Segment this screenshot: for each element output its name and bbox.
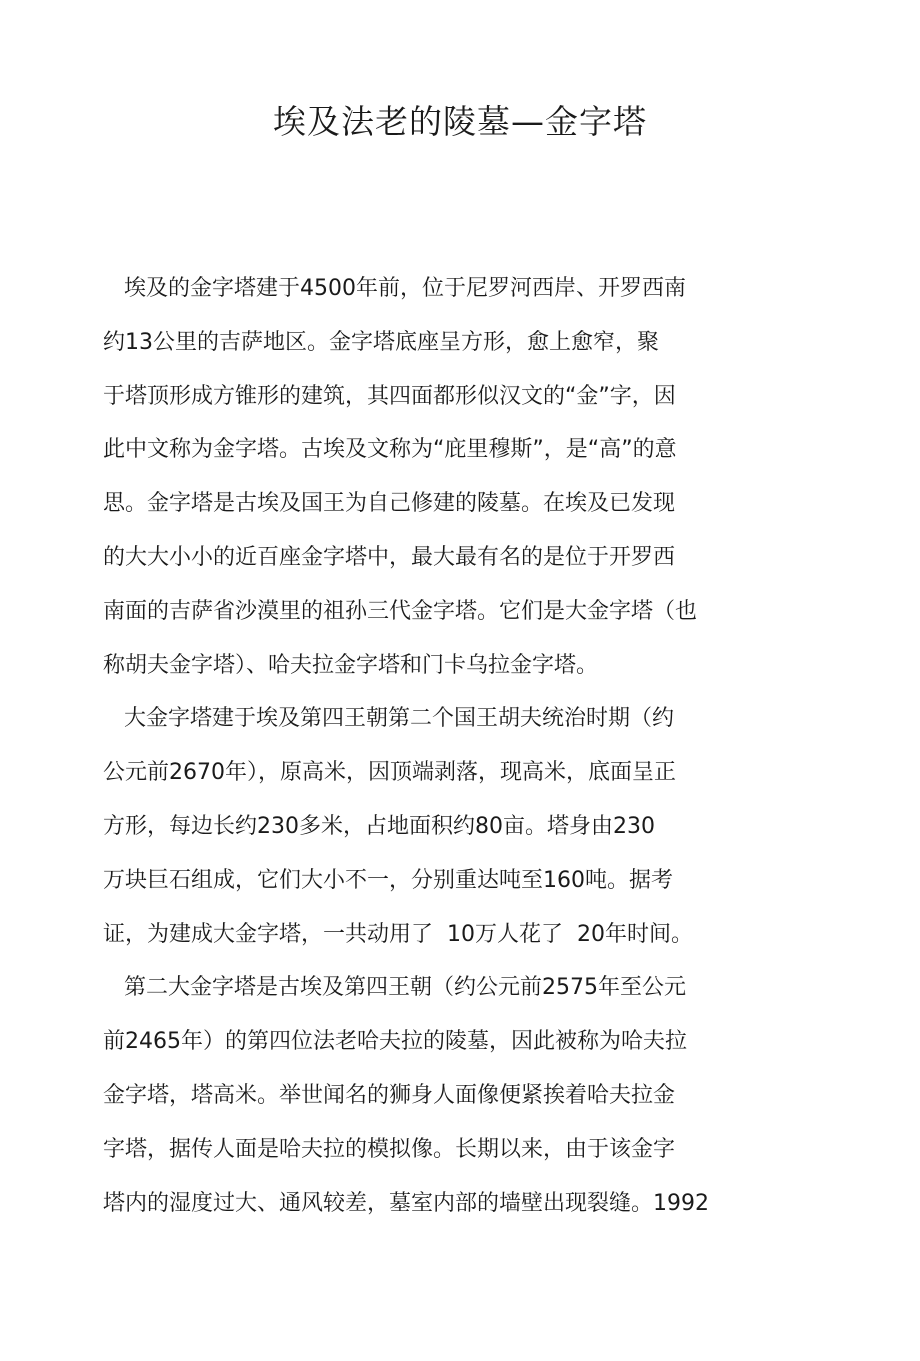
text-line: 第二大金字塔是古埃及第四王朝（约公元前2575年至公元 bbox=[103, 975, 686, 1001]
text-line: 思。金字塔是古埃及国王为自己修建的陵墓。在埃及已发现 bbox=[103, 491, 676, 517]
text-line: 公元前2670年），原高米，因顶端剥落，现高米，底面呈正 bbox=[103, 760, 676, 786]
text-line: 万块巨石组成，它们大小不一，分别重达吨至160吨。据考 bbox=[103, 867, 673, 893]
document-title: 埃及法老的陵墓—金字塔 bbox=[273, 102, 647, 141]
text-line: 称胡夫金字塔）、哈夫拉金字塔和门卡乌拉金字塔。 bbox=[103, 652, 599, 678]
text-line: 字塔，据传人面是哈夫拉的模拟像。长期以来，由于该金字 bbox=[103, 1136, 676, 1162]
text-line: 南面的吉萨省沙漠里的祖孙三代金字塔。它们是大金字塔（也 bbox=[103, 598, 698, 624]
text-line: 塔内的湿度过大、通风较差，墓室内部的墙壁出现裂缝。1992 bbox=[103, 1190, 709, 1216]
text-line: 方形，每边长约230多米，占地面积约80亩。塔身由230 bbox=[103, 813, 655, 839]
text-line: 前2465年）的第四位法老哈夫拉的陵墓，因此被称为哈夫拉 bbox=[103, 1029, 687, 1055]
text-line: 约13公里的吉萨地区。金字塔底座呈方形，愈上愈窄，聚 bbox=[103, 329, 659, 355]
text-line: 证，为建成大金字塔，一共动用了 10万人花了 20年时间。 bbox=[103, 921, 693, 947]
text-line: 于塔顶形成方锥形的建筑，其四面都形似汉文的“金”字，因 bbox=[103, 383, 676, 409]
text-line: 金字塔，塔高米。举世闻名的狮身人面像便紧挨着哈夫拉金 bbox=[103, 1082, 676, 1108]
text-line: 埃及的金字塔建于4500年前，位于尼罗河西岸、开罗西南 bbox=[103, 276, 686, 301]
text-line: 此中文称为金字塔。古埃及文称为“庇里穆斯”，是“高”的意 bbox=[103, 437, 677, 463]
document-body bbox=[103, 262, 823, 1230]
text-line: 大金字塔建于埃及第四王朝第二个国王胡夫统治时期（约 bbox=[103, 706, 674, 732]
text-line: 的大大小小的近百座金字塔中，最大最有名的是位于开罗西 bbox=[103, 544, 676, 570]
